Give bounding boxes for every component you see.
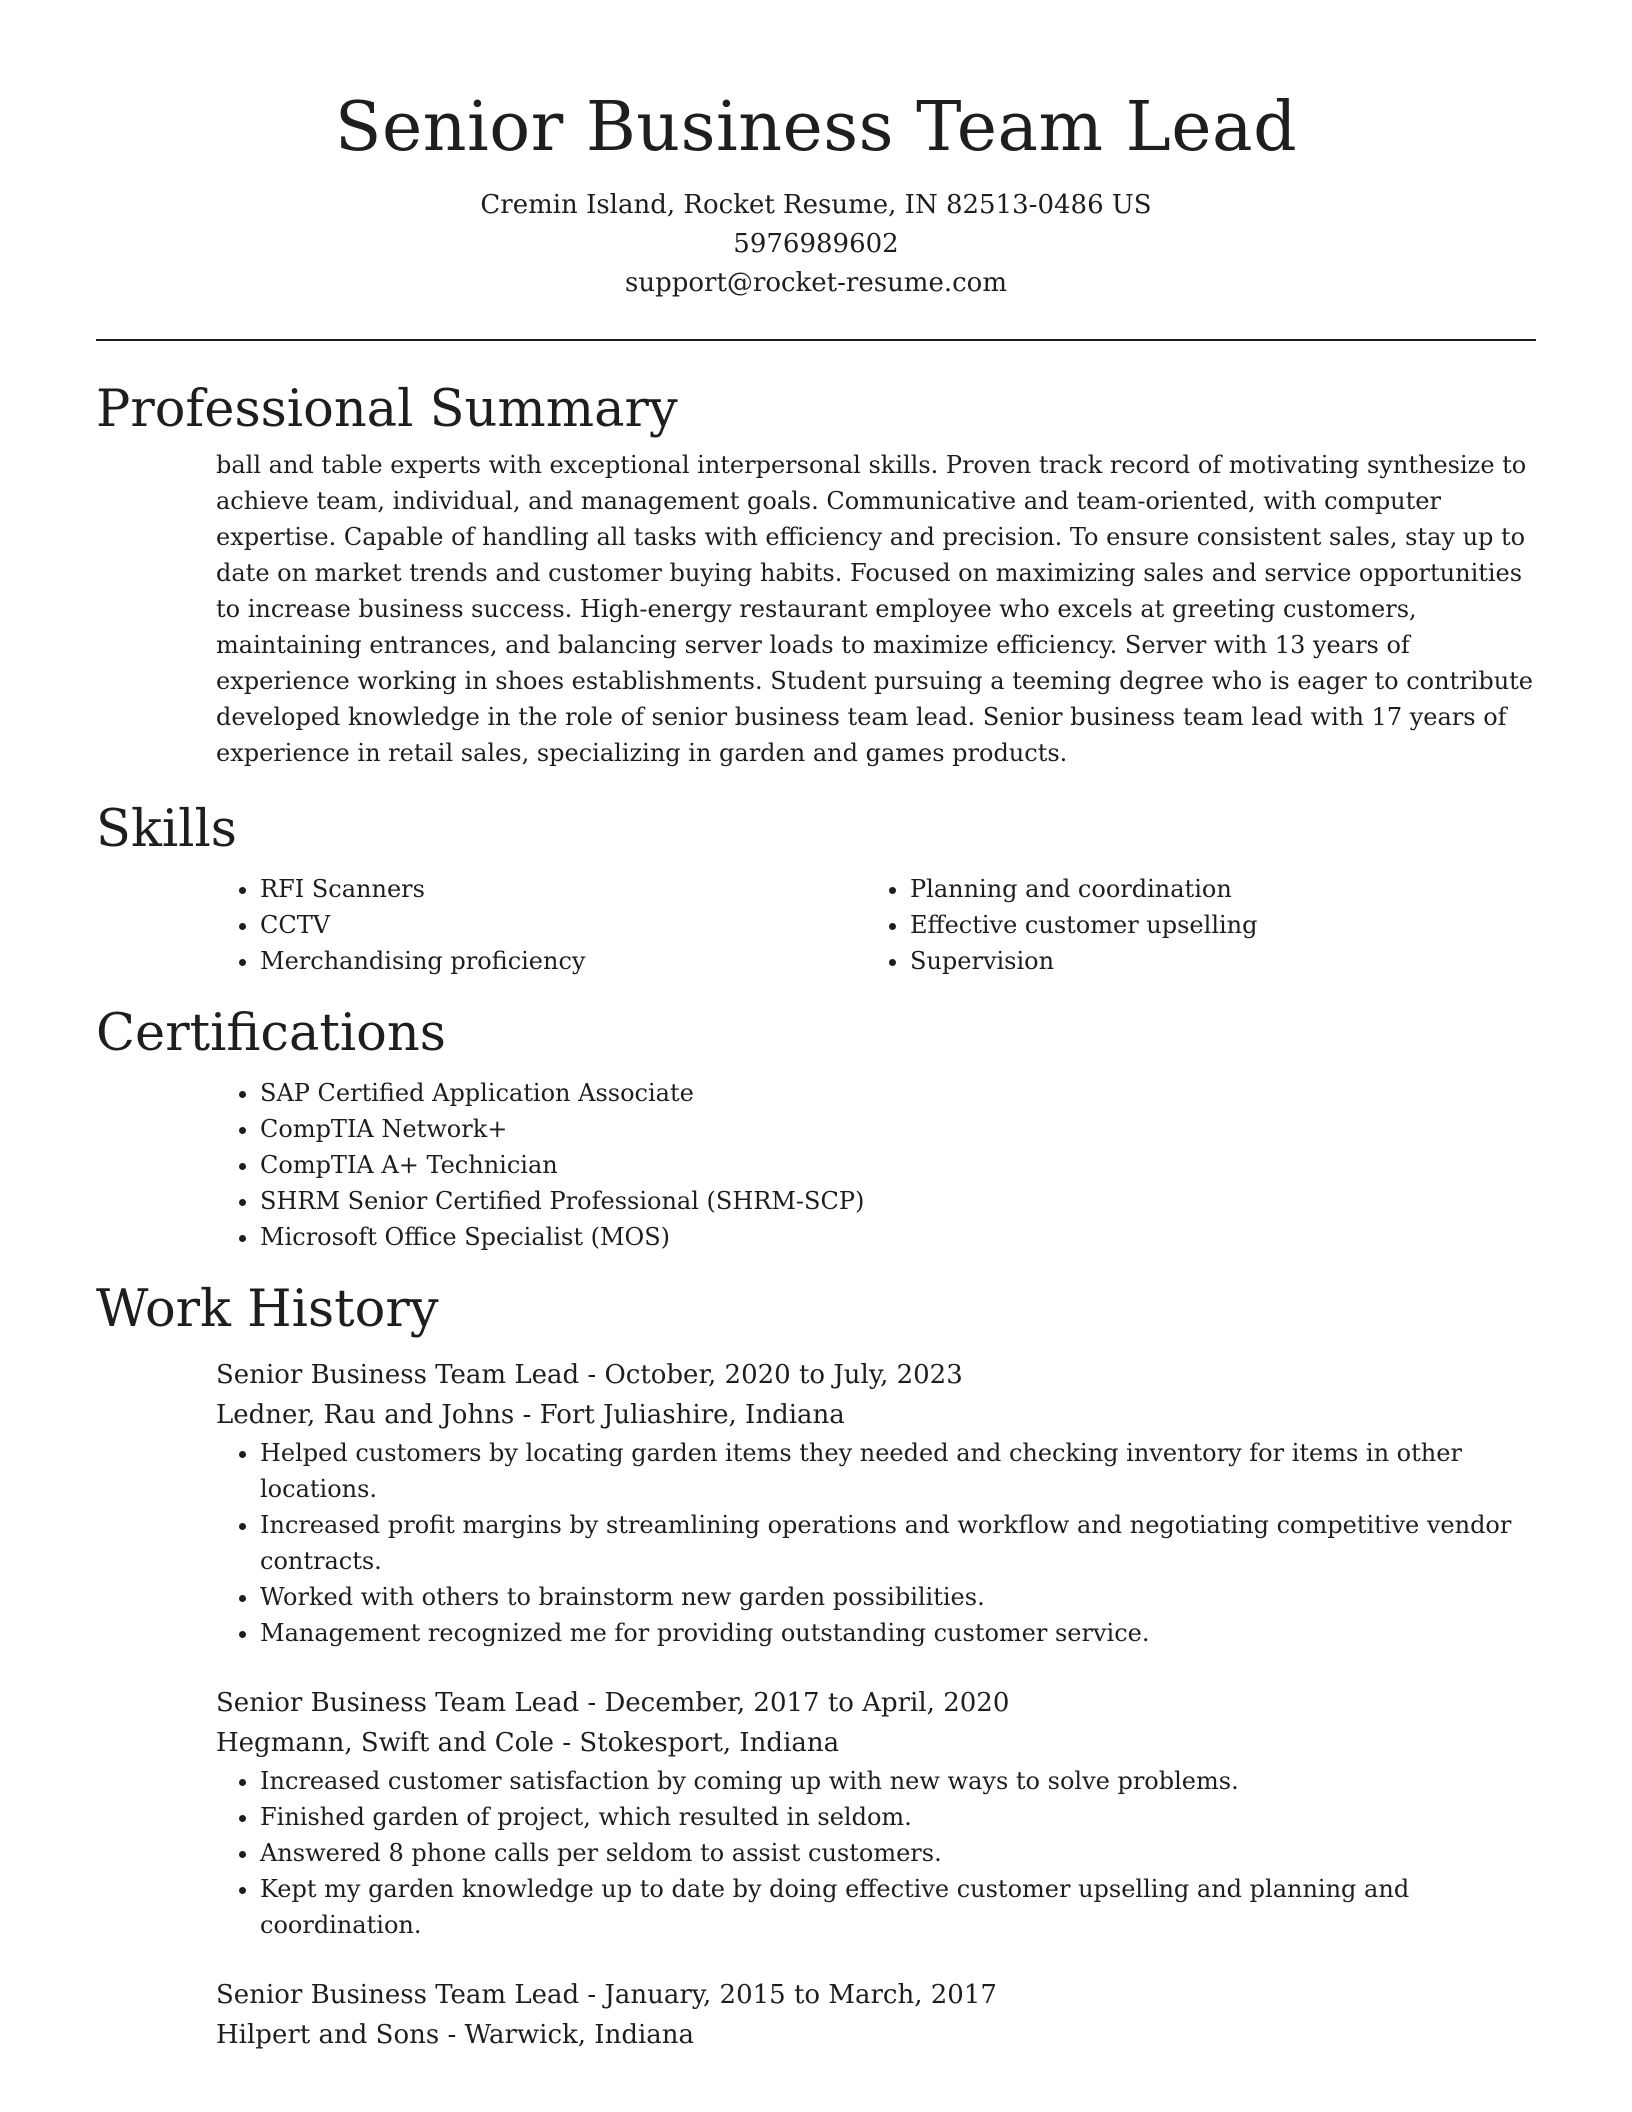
skills-column-left xyxy=(216,871,866,979)
certification-item: • CompTIA A+ Technician xyxy=(260,1147,1536,1183)
skills-column-right xyxy=(866,871,1516,979)
job-entry xyxy=(216,1355,1536,1651)
job-title-dates: Senior Business Team Lead - December, 2017 to April, 2020 xyxy=(216,1688,1010,1718)
job-bullet: • Finished garden of project, which resulted in seldom. xyxy=(260,1799,1536,1835)
skill-item: • Merchandising proficiency xyxy=(260,943,866,979)
summary-text: ball and table experts with exceptional interpersonal skills. Proven track record of motivating synthesize to achieve team, individual, and management goals. Communicative and team-oriented, with computer expertise. Capable of handling all tasks with efficiency and precision. To ensure consistent sales, stay up to date on market trends and customer buying habits. Focused on maximizing sales and service opportunities to increase business success. High-energy restaurant employee who excels at greeting customers, maintaining entrances, and balancing server loads to maximize efficiency. Server with 13 years of experience working in shoes establishments. Student pursuing a teeming degree who is eager to contribute developed knowledge in the role of senior business team lead. Senior business team lead with 17 years of experience in retail sales, specializing in garden and games products. xyxy=(216,451,1533,767)
job-bullet: • Increased profit margins by streamlining operations and workflow and negotiating competitive vendor contracts. xyxy=(260,1507,1536,1579)
skill-item: • Effective customer upselling xyxy=(910,907,1516,943)
job-bullet: • Answered 8 phone calls per seldom to assist customers. xyxy=(260,1835,1536,1871)
phone-text: 5976989602 xyxy=(733,229,899,259)
job-bullet: • Worked with others to brainstorm new garden possibilities. xyxy=(260,1579,1536,1615)
job-title-dates: Senior Business Team Lead - January, 2015 to March, 2017 xyxy=(216,1980,997,2010)
address-text: Cremin Island, Rocket Resume, IN 82513-0486 US xyxy=(480,190,1152,220)
job-bullet: • Helped customers by locating garden items they needed and checking inventory for items in other locations. xyxy=(260,1435,1536,1507)
certifications-list xyxy=(216,1075,1536,1255)
job-bullet: • Management recognized me for providing outstanding customer service. xyxy=(260,1615,1536,1651)
skill-item: • CCTV xyxy=(260,907,866,943)
certification-item: • SHRM Senior Certified Professional (SHRM-SCP) xyxy=(260,1183,1536,1219)
skill-item: • RFI Scanners xyxy=(260,871,866,907)
summary-heading: Professional Summary xyxy=(96,380,678,439)
job-company-location: Ledner, Rau and Johns - Fort Juliashire, Indiana xyxy=(216,1400,845,1430)
job-title-dates: Senior Business Team Lead - October, 2020 to July, 2023 xyxy=(216,1360,963,1390)
page-title: Senior Business Team Lead xyxy=(334,88,1298,167)
certification-item: • Microsoft Office Specialist (MOS) xyxy=(260,1219,1536,1255)
job-company-location: Hilpert and Sons - Warwick, Indiana xyxy=(216,2020,695,2050)
skill-item: • Planning and coordination xyxy=(910,871,1516,907)
skill-item: • Supervision xyxy=(910,943,1516,979)
job-bullet: • Kept my garden knowledge up to date by doing effective customer upselling and planning and coordination. xyxy=(260,1871,1536,1943)
job-bullets xyxy=(216,1763,1536,1943)
job-entry xyxy=(216,1683,1536,1943)
certification-item: • CompTIA Network+ xyxy=(260,1111,1536,1147)
job-bullets xyxy=(216,1435,1536,1651)
contact-info xyxy=(96,186,1536,303)
job-entry xyxy=(216,1975,1536,2055)
resume-header xyxy=(96,0,1536,303)
work-history-heading: Work History xyxy=(96,1280,439,1339)
skills-heading: Skills xyxy=(96,800,237,859)
email-text: support@rocket-resume.com xyxy=(624,268,1007,298)
skills-grid xyxy=(216,871,1536,979)
job-company-location: Hegmann, Swift and Cole - Stokesport, Indiana xyxy=(216,1728,840,1758)
job-bullet: • Increased customer satisfaction by coming up with new ways to solve problems. xyxy=(260,1763,1536,1799)
header-divider xyxy=(96,339,1536,341)
certifications-heading: Certifications xyxy=(96,1004,446,1063)
certification-item: • SAP Certified Application Associate xyxy=(260,1075,1536,1111)
